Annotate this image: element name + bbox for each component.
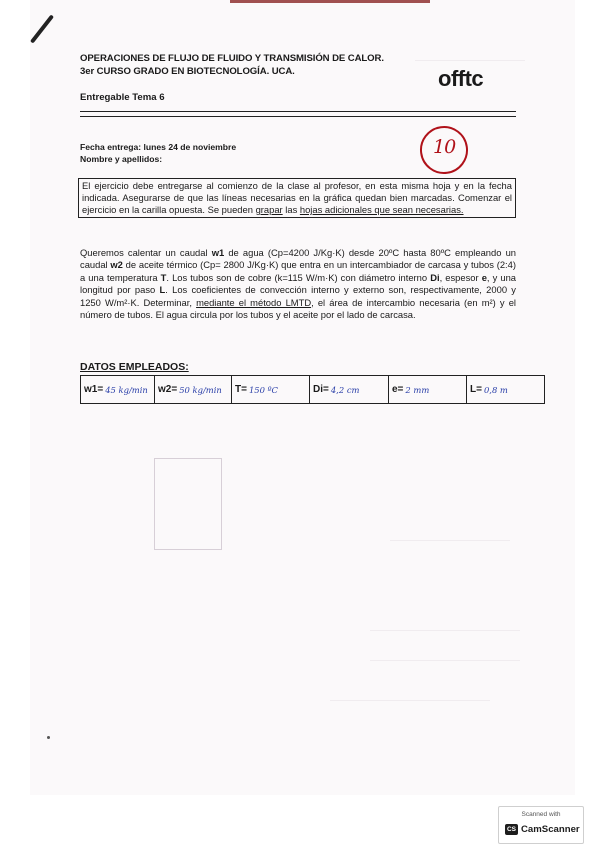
cell-value: 0,8 m — [483, 384, 508, 395]
page-edge — [230, 0, 430, 3]
cell-value: 45 kg/min — [105, 384, 148, 395]
var-e: e — [481, 271, 487, 283]
camscanner-logo — [505, 824, 580, 835]
bleed-through-diagram — [154, 458, 222, 550]
notice-text: El ejercicio debe entregarse al comienzo de la clase al profesor, en esta misma hoja y en la fecha indicada. Asegurarse de que las líneas necesarias en la gráfica quedan bien marcadas. Comenzar el ejercicio en la carilla opuesta. Se pueden — [82, 180, 512, 215]
var-L: L — [159, 284, 166, 296]
data-cell-T — [232, 376, 310, 403]
var-Di: Di — [430, 271, 440, 283]
camscanner-icon: CS — [506, 826, 517, 833]
notice-underlined: hojas adicionales que sean necesarias. — [299, 203, 464, 215]
problem-text: , y una longitud por paso — [80, 271, 517, 296]
notice-grapar: grapar — [255, 203, 283, 215]
data-table — [80, 375, 545, 404]
data-cell-w1 — [81, 376, 155, 403]
problem-text: , espesor — [439, 271, 482, 283]
notice-text: las — [282, 203, 300, 215]
data-cell-w2 — [155, 376, 232, 403]
cell-label: w2= — [158, 384, 178, 395]
data-title: DATOS EMPLEADOS: — [80, 361, 189, 373]
course-title: OPERACIONES DE FLUJO DE FLUIDO Y TRANSMISIÓN DE CALOR. — [80, 53, 384, 64]
var-T: T — [160, 271, 167, 283]
var-w1: w1 — [211, 247, 225, 258]
data-cell-L — [467, 376, 544, 403]
problem-text: de agua (Cp=4200 J/Kg·K) desde 20ºC hasta 80ºC empleando un caudal — [80, 247, 516, 271]
cell-value: 50 kg/min — [179, 384, 222, 395]
cell-label: w1= — [84, 384, 104, 395]
bleed-through-line — [370, 630, 520, 631]
method-underlined: mediante el método LMTD — [196, 296, 312, 308]
name-field: Nombre y apellidos: — [80, 154, 163, 164]
course-subtitle: 3er CURSO GRADO EN BIOTECNOLOGÍA. UCA. — [80, 65, 295, 77]
data-cell-e — [389, 376, 467, 403]
camscanner-badge — [498, 806, 584, 844]
bleed-through-line — [370, 660, 520, 661]
divider-line — [80, 111, 516, 112]
var-w2: w2 — [110, 259, 123, 271]
scanned-with-label: Scanned with — [521, 811, 561, 818]
pen-dot — [47, 736, 50, 739]
offtc-logo: offtc — [438, 66, 484, 91]
instructions-box — [78, 178, 516, 218]
problem-text: . Los tubos son de cobre (k=115 W/m·K) con diámetro interno — [166, 271, 431, 283]
problem-text: de aceite térmico (Cp= 2800 J/Kg·K) que entra en un intercambiador de carcasa y tubos (2:4) a una temperatura — [80, 259, 516, 283]
cell-label: T= — [235, 384, 247, 395]
course-header — [80, 53, 384, 78]
header-fields — [80, 141, 236, 165]
problem-text: , el área de intercambio necesaria (en m²) y el número de tubos. El agua circula por los tubos y el aceite por el lado de carcasa. — [80, 296, 517, 321]
cell-label: L= — [470, 384, 482, 395]
data-cell-Di — [310, 376, 389, 403]
cell-value: 4,2 cm — [330, 384, 360, 395]
grade-mark: 10 — [433, 136, 456, 158]
assignment-title: Entregable Tema 6 — [80, 92, 165, 103]
bleed-through-line — [415, 60, 525, 61]
problem-text: Queremos calentar un caudal — [80, 247, 212, 258]
cell-label: e= — [392, 384, 404, 395]
cell-value: 150 ºC — [248, 384, 278, 395]
divider-line — [80, 116, 516, 117]
due-date: Fecha entrega: lunes 24 de noviembre — [80, 142, 237, 152]
bleed-through-line — [390, 540, 510, 541]
problem-statement — [80, 247, 516, 321]
camscanner-name: CamScanner — [521, 824, 580, 835]
cell-label: Di= — [313, 384, 329, 395]
cell-value: 2 mm — [405, 384, 430, 395]
problem-text: . Los coeficientes de convección interno y externo son, respectivamente, 2000 y 1250 W/m²·K. Determinar, — [80, 284, 516, 308]
bleed-through-line — [330, 700, 490, 701]
